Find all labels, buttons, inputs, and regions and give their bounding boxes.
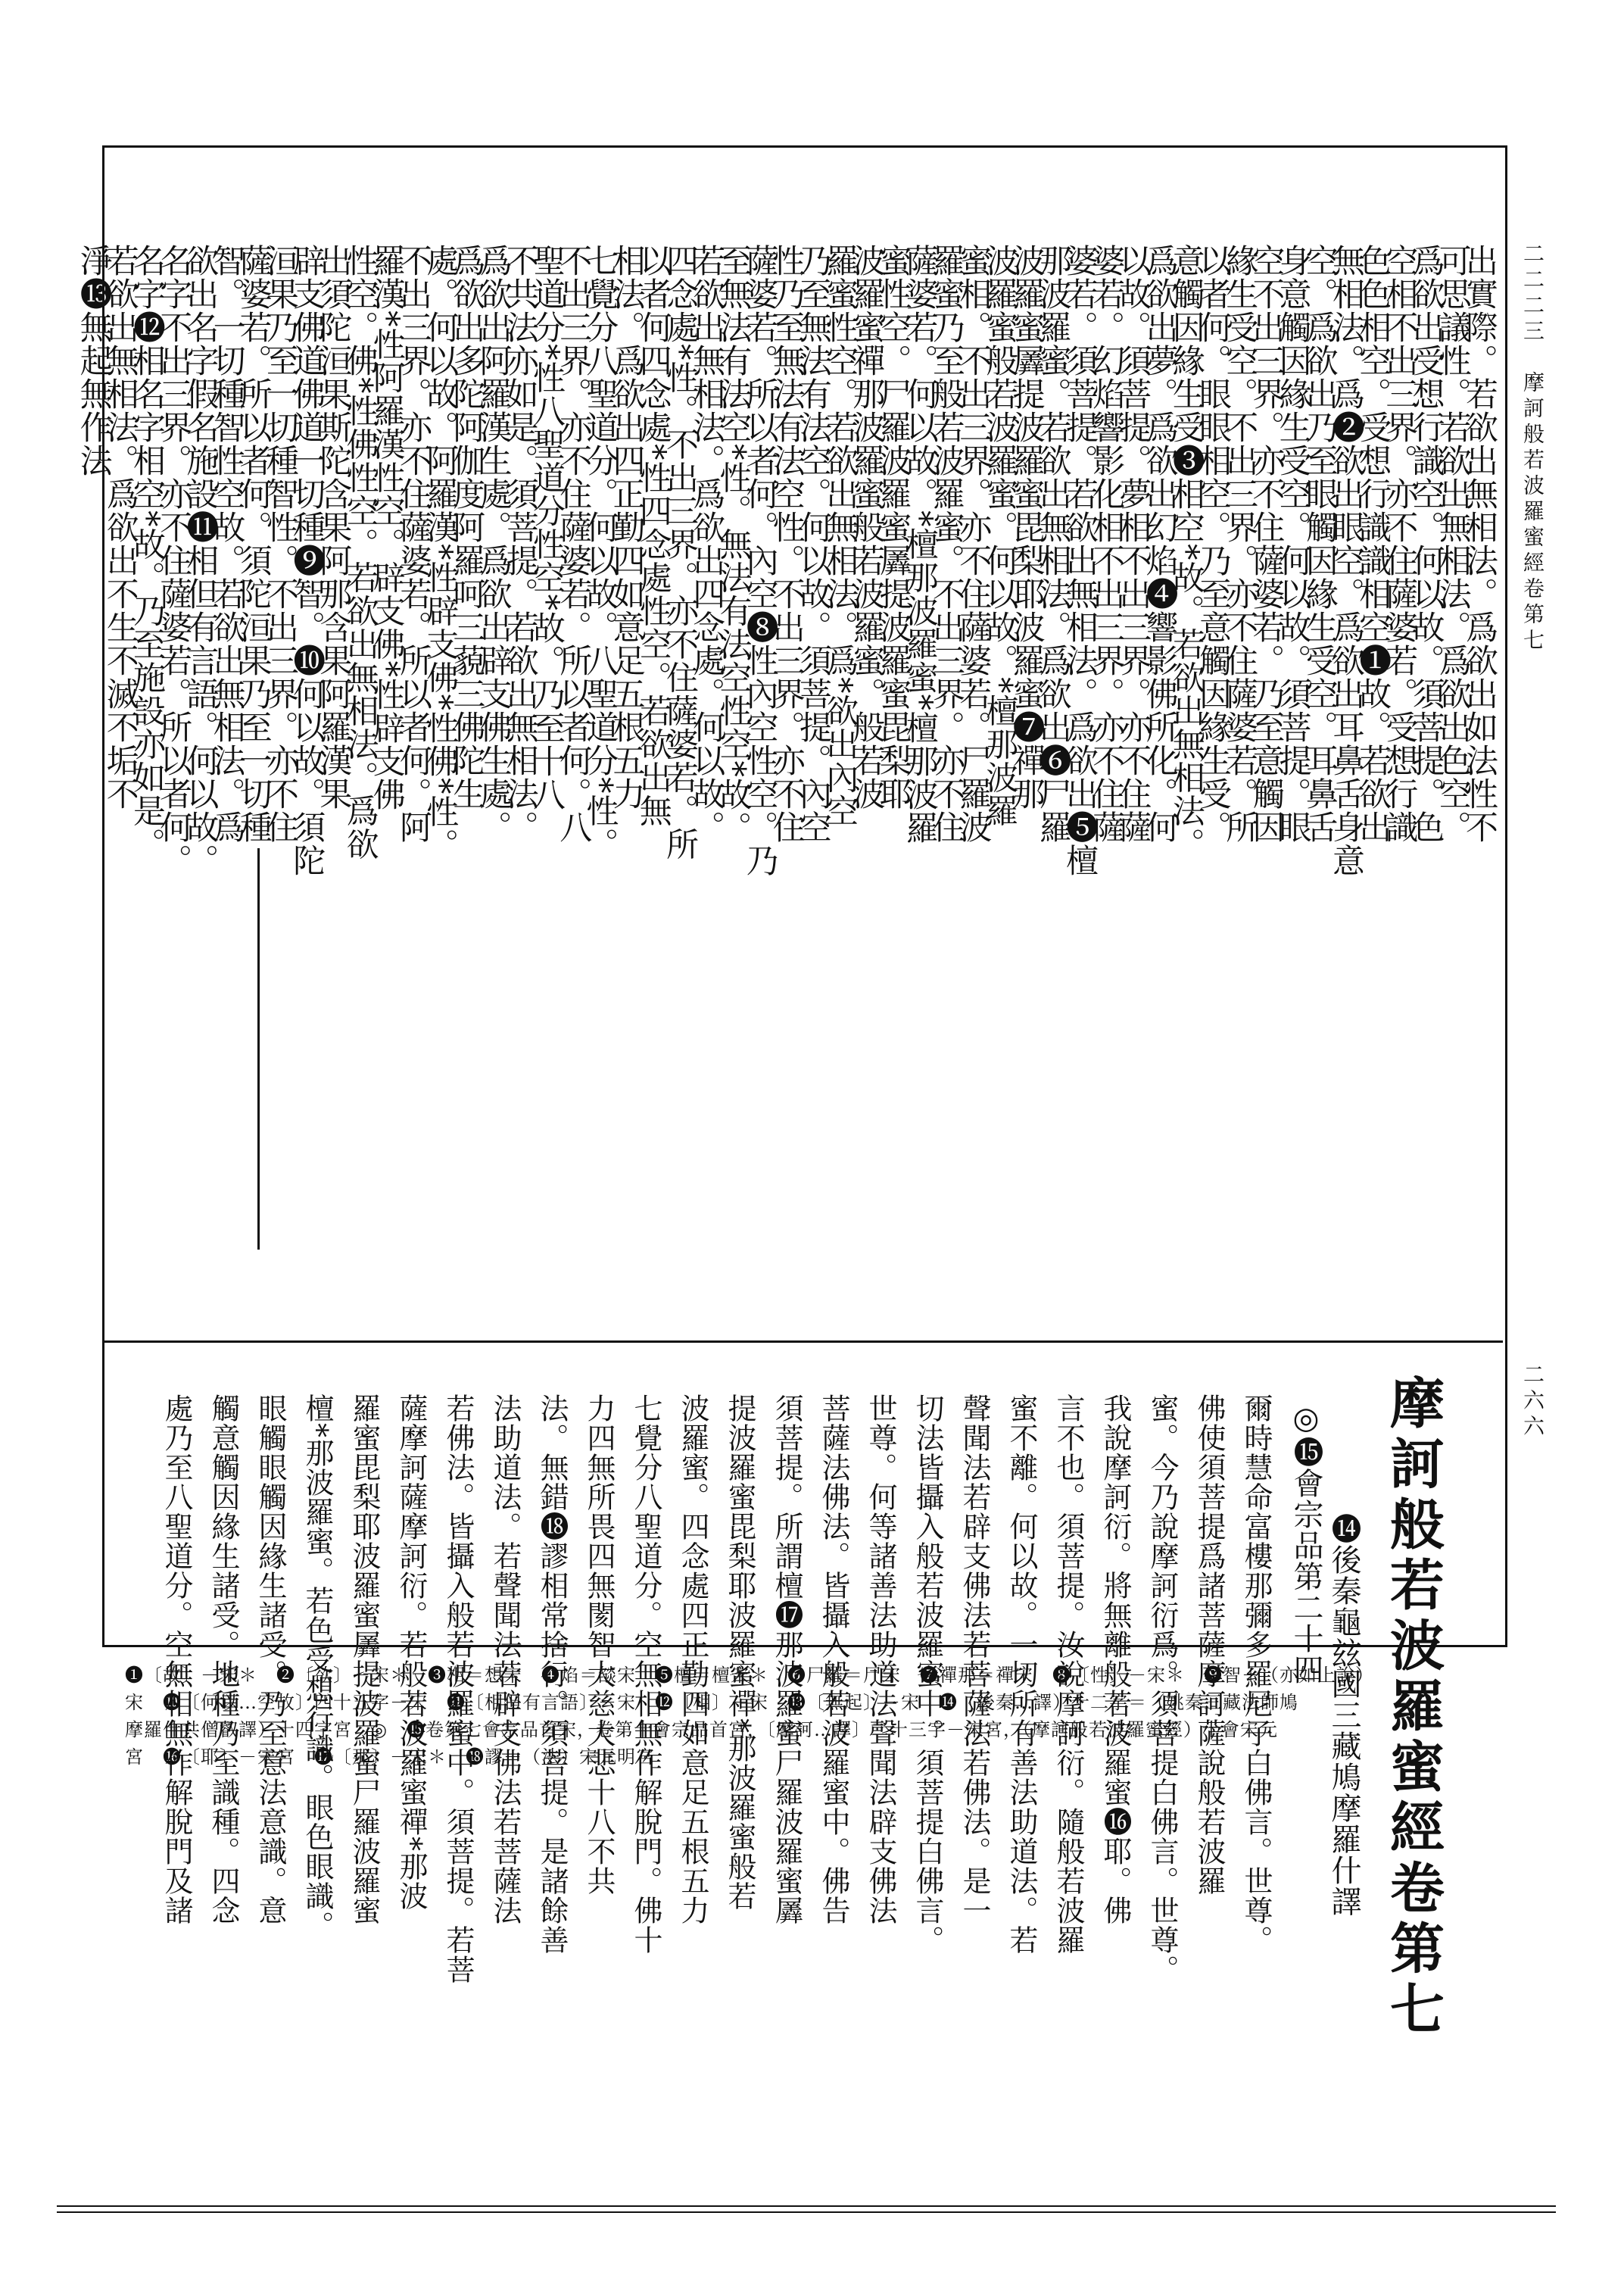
text-column: 須菩提。所謂檀⓱那波羅蜜尸羅波羅蜜羼	[770, 1393, 803, 1925]
text-column: 出須陀洹果斯陀含果阿那含果阿羅漢果	[314, 244, 353, 810]
text-column: 法助道法。若聲聞法若辟支佛法若菩薩法	[488, 1393, 522, 1925]
text-column: 爲欲出阿羅漢生處。爲欲出辟支佛生處。	[474, 244, 513, 844]
text-column: 七覺分八聖道分。空無相無作解脫門。佛十	[629, 1393, 662, 1955]
text-column: 蜜。今乃說摩訶衍爲。須菩提白佛言。世尊。	[1146, 1393, 1179, 1984]
text-column: 羅蜜毘梨耶波羅蜜羼提波羅蜜尸羅波羅蜜	[348, 1393, 381, 1925]
text-column: 以故。須菩提。夢相不出三界。亦不住薩	[1114, 244, 1152, 844]
text-column: 以者何四念處*性四念處性空。若欲出無	[634, 244, 672, 828]
text-column: 至無法有法空*性。無法有法空性空*故。	[714, 244, 753, 844]
text-column: 法。無錯⓲謬相常捨行。須菩提。是諸餘善	[535, 1393, 569, 1955]
text-column: 若欲出無相法。爲欲出四念處。何以故。	[687, 244, 726, 844]
footnote-line: 宮 ⓰〔耶〕－宋宮 ⓱〔那〕－宋＊ ⓲謬＋（法）宋元明宮	[125, 1746, 655, 1768]
section-divider	[104, 1340, 1503, 1343]
bottom-rule	[57, 2205, 1556, 2207]
footnote-line: 宋 ❿〔何以…空故〕四十五字－宋 ⓫〔相但有言語〕－宋 ⓬〔相〕－宋 ⓭〔無起〕－宋 ⓮（後秦…譯）十二字＝（姚秦三藏法師鳩	[125, 1692, 1298, 1713]
text-column: 薩婆若。何以故。*檀那波羅蜜*檀那波羅	[900, 244, 939, 844]
text-column: 波羅蜜。四念處四正勤四如意足五根五力	[676, 1393, 709, 1925]
text-column: 檀*那波羅蜜。若色受想行識。眼色眼識。	[301, 1393, 334, 1940]
text-column: 處乃至八聖道分。空無相無作解脫門及諸	[160, 1393, 193, 1925]
text-column: 不出三界。亦不住薩婆若。所以者何。八	[554, 244, 593, 844]
text-column: 空相不出三界。亦不住薩婆若。受想行識	[1380, 244, 1419, 844]
text-column: 聖道分*性八聖道分性空*故。乃至十八	[528, 244, 566, 811]
text-column: 出實際。若欲出無相法。爲欲出如法性不	[1460, 244, 1498, 844]
footnote-line: ❶〔故〕－宋＊ ❷〔欲〕－宋＊ ❸相＝想宋 ❹焰＝燄宋 ❺檀＝檀宋＊ ❻尸羅＝尸宋 ❼禪那＝禪宋 ❽〔性〕－宋＊ ❾智＋（亦如上說）	[125, 1665, 1374, 1686]
text-column: 眼觸眼觸因緣生諸受。乃至意法意識。意	[254, 1393, 287, 1925]
text-column: 辟支佛道佛道一切種❾智。❿何以故。須陀	[288, 244, 326, 877]
text-column: 波羅蜜禪那波羅蜜般若波羅蜜。般若波	[847, 244, 886, 810]
text-column: 薩婆若。所以者何。內空❽性內空性空。乃	[740, 244, 779, 877]
text-column: 四念處*性。不出三界。亦不住薩婆若。所	[661, 244, 699, 861]
text-column: 羅蜜乃至般若波羅蜜。不出三界。亦不住	[927, 244, 965, 844]
text-column: 觸意觸因緣生諸受。地種乃至識種。四念	[207, 1393, 240, 1925]
text-column: 名字⓬相名字相空*故。乃至施設亦如是。	[128, 244, 166, 861]
text-column: 空。爲欲出乃至眼觸因緣生受空。耳鼻舌	[1300, 244, 1339, 844]
text-column: 意觸因緣生受❸相空*故。若欲出無相法。	[1167, 244, 1205, 861]
text-column: 洹果乃至一切種智性。不出三界。亦不住	[261, 244, 299, 844]
text-column: 菩薩法佛法。皆攝入般若波羅蜜中。佛告	[817, 1393, 850, 1925]
sutra-title: 摩訶般若波羅蜜經卷第七	[1381, 1375, 1445, 2041]
text-column: 提波羅蜜毘梨耶波羅蜜禪*那波羅蜜般若	[723, 1393, 756, 1911]
text-column: 羅蜜性空。若欲出無相法。爲*欲出內空	[821, 244, 859, 828]
text-column: 聲聞法若辟支佛法若菩薩法若佛法。是一	[958, 1393, 991, 1925]
footnote-line: 摩羅什共僧叡譯）十四字宮 ◎ ⓯卷第七會宗品首宋，卷第十會宗品首宮，〔摩訶…譯〕二十三字－宋宮，（摩訶般若波羅蜜經）十會宋元	[125, 1719, 1278, 1740]
text-column: 身意觸因緣生受空。何以故。須菩提。眼	[1273, 244, 1312, 844]
text-column: 性空。佛*性佛性空。若欲出無相法。爲欲	[341, 244, 379, 861]
running-head: 摩訶般若波羅蜜經卷第七	[1520, 371, 1545, 654]
text-column: 若佛法。皆攝入般若波羅蜜中。須菩提。若菩	[441, 1393, 475, 1984]
text-column: 可思議性。若欲出無相法。爲欲出色空。	[1433, 244, 1472, 844]
volume-number: 二二二三	[1520, 242, 1545, 345]
end-mark-line	[257, 848, 260, 1250]
text-column: 爲欲出夢。爲欲出幻焰❹響影佛所化。何	[1140, 244, 1179, 844]
page-number: 二六六	[1520, 1363, 1545, 1440]
text-column: 薩摩訶薩摩訶衍。若般若波羅蜜禪*那波	[394, 1393, 428, 1911]
text-column: 爾時慧命富樓那彌多羅尼子白佛言。世尊。	[1239, 1393, 1273, 1955]
text-column: 緣生受空。不出三界。亦不住薩婆若。所	[1220, 244, 1259, 844]
text-column: 若欲出無相法。爲欲出不生不滅不垢不	[101, 244, 139, 810]
text-column: 色色相空。受想行識識相空❶故。若欲出	[1354, 244, 1392, 844]
text-column: 婆若。幻焰響影化相不出三界。亦不住薩	[1087, 244, 1126, 844]
text-column: 世尊。何等諸善法助道法聲聞法辟支佛法	[864, 1393, 897, 1925]
text-column: 爲欲出受想行識空。何以故。須菩提。色	[1407, 244, 1445, 844]
text-column: 波羅蜜羼提波羅蜜毘梨耶波羅蜜❼禪那	[1007, 244, 1046, 810]
text-column: 性乃至無法有法空性。不出三界。亦不住	[767, 244, 806, 844]
text-column: 蜜性空。尸羅波羅蜜羼提波羅蜜毘梨耶	[874, 244, 912, 810]
text-column: 力四無所畏四無閡智大慈大悲十八不共	[582, 1393, 616, 1896]
text-column: 那波羅蜜。若欲出無相法。爲欲出❻尸羅	[1033, 244, 1072, 844]
text-column: 以者何。眼眼相空。乃至意觸因緣生受。	[1194, 244, 1232, 844]
text-column: 名字不出三界。亦不住薩婆若。所以者何。	[154, 244, 193, 877]
text-column: 七覺分八聖道分。何以故。八聖道分*性。	[581, 244, 619, 861]
text-column: 蜜相。不出三界。亦不住薩婆若。尸羅波	[954, 244, 993, 844]
text-column: 佛使須菩提爲諸菩薩摩訶薩說般若波羅	[1192, 1393, 1226, 1896]
text-column: 婆若。須菩提。若欲出無相法。爲欲出❺檀	[1061, 244, 1099, 877]
text-column: 薩婆若。所以者何。須陀洹果乃至一切種	[234, 244, 273, 844]
text-column: 波羅蜜般若波羅蜜。何以故。*檀那波羅	[980, 244, 1019, 828]
text-column: 智。一切種智性空故。若欲出無相法。爲	[207, 244, 246, 844]
text-column: 處。何以故。阿羅漢*性辟支佛*性佛*性。	[421, 244, 460, 862]
text-column: 言不也。須菩提。汝說摩訶衍。隨般若波羅	[1052, 1393, 1085, 1955]
text-column: 不出三界。亦不住薩婆若。所以者何。阿	[394, 244, 432, 844]
text-column: 無相法。爲❷欲出眼空。爲欲出耳鼻舌身意	[1327, 244, 1365, 877]
text-column: 不共法亦如是。須菩提。若欲出無相法。	[500, 244, 539, 844]
text-column: 相法。爲欲出四正勤四如意足五根五力	[607, 244, 646, 810]
bottom-rule-2	[57, 2211, 1556, 2213]
text-column: 空不出三界。亦不住薩婆若。乃至意觸因	[1247, 244, 1286, 844]
chapter-heading: ◎⓯會宗品第二十四	[1289, 1401, 1323, 1685]
text-column: 爲欲出多陀阿伽度阿羅呵三藐三佛陀生	[447, 244, 486, 810]
translator-line: ⓮後秦龜玆國三藏鳩摩羅什譯	[1326, 1513, 1361, 1917]
text-column: 蜜不離。何以故。一切所有善法助道法。若	[1005, 1393, 1038, 1955]
text-column: 切法皆攝入般若波羅蜜中。須菩提白佛言。	[911, 1393, 944, 1955]
text-column: 我說摩訶衍。將無離般若波羅蜜⓰耶。佛	[1099, 1393, 1132, 1925]
text-column: 欲出名字假名施設⓫相但有言語。何以故。	[181, 244, 220, 877]
text-column: 淨⓭無起無作法	[74, 244, 113, 477]
text-column: 羅漢*性阿羅漢性空。辟支佛*性辟支佛	[367, 244, 406, 811]
text-column: 乃至無法有法空。何以故。須菩提。內空	[794, 244, 832, 844]
